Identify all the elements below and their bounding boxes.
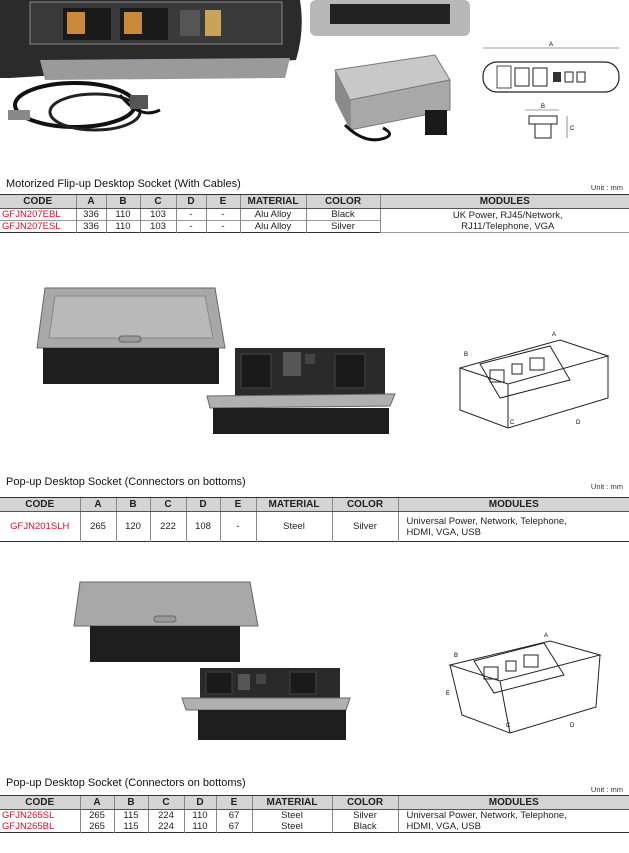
section1-spec-table (0, 194, 629, 233)
dim-b: 115 (114, 821, 148, 833)
section2-spec-table (0, 497, 629, 542)
table-row (0, 512, 629, 542)
popup-socket-open-photo (205, 346, 405, 436)
dim-a: 265 (80, 512, 116, 542)
color: Silver (332, 810, 398, 822)
motorized-socket-dimension-diagram (477, 40, 627, 150)
modules-line-1: Universal Power, Network, Telephone, (406, 515, 567, 527)
modules-line-2: HDMI, VGA, USB (406, 526, 481, 538)
color: Black (332, 821, 398, 833)
col-b: B (116, 498, 150, 512)
dim-label-d: D (570, 723, 575, 729)
col-color: COLOR (332, 498, 398, 512)
dim-c: 224 (148, 810, 184, 822)
col-code: CODE (0, 498, 80, 512)
section1-images (0, 0, 629, 175)
modules (380, 209, 629, 233)
col-modules: MODULES (398, 796, 629, 810)
dim-label-b: B (541, 104, 546, 110)
col-code: CODE (0, 796, 80, 810)
section2-images (0, 280, 629, 440)
dim-label-a: A (549, 42, 554, 48)
product-code: GFJN265BL (2, 821, 55, 832)
col-a: A (76, 195, 106, 209)
modules-line-2: HDMI, VGA, USB (406, 821, 481, 832)
section3-title: Pop-up Desktop Socket (Connectors on bottoms) (6, 777, 246, 789)
table-header-row (0, 796, 629, 810)
socket-top-view-photo (305, 0, 475, 40)
material: Steel (252, 810, 332, 822)
col-c: C (148, 796, 184, 810)
color: Silver (306, 221, 380, 233)
col-b: B (106, 195, 140, 209)
table-row (0, 810, 629, 822)
color: Black (306, 209, 380, 221)
dim-e: - (206, 221, 240, 233)
col-c: C (140, 195, 176, 209)
dim-b: 110 (106, 209, 140, 221)
dim-label-e: E (446, 691, 451, 697)
col-color: COLOR (306, 195, 380, 209)
product-code: GFJN201SLH (10, 521, 70, 532)
col-a: A (80, 498, 116, 512)
col-material: MATERIAL (256, 498, 332, 512)
dim-a: 336 (76, 209, 106, 221)
dim-label-c: C (570, 126, 575, 132)
section2-unit: Unit : mm (590, 482, 623, 491)
dim-b: 115 (114, 810, 148, 822)
dim-a: 265 (80, 810, 114, 822)
table-header-row (0, 498, 629, 512)
dim-label-b: B (454, 653, 459, 659)
dim-a: 336 (76, 221, 106, 233)
dim-c: 224 (148, 821, 184, 833)
section1-title: Motorized Flip-up Desktop Socket (With Cables) (6, 178, 241, 190)
col-material: MATERIAL (252, 796, 332, 810)
col-d: D (184, 796, 216, 810)
dim-d: 108 (186, 512, 220, 542)
col-color: COLOR (332, 796, 398, 810)
popup-socket-201-diagram (440, 320, 620, 430)
modules (398, 512, 629, 542)
dim-d: - (176, 221, 206, 233)
dim-e: - (206, 209, 240, 221)
popup-socket-265-open-photo (180, 660, 360, 750)
dim-c: 103 (140, 209, 176, 221)
table-header-row (0, 195, 629, 209)
modules-line-1: UK Power, RJ45/Network, (452, 209, 563, 221)
dim-label-a: A (544, 633, 549, 639)
product-code: GFJN207ESL (2, 221, 61, 232)
col-a: A (80, 796, 114, 810)
dim-label-d: D (576, 420, 581, 426)
modules (398, 810, 629, 833)
dim-d: 110 (184, 810, 216, 822)
col-modules: MODULES (398, 498, 629, 512)
col-d: D (176, 195, 206, 209)
col-e: E (216, 796, 252, 810)
material: Alu Alloy (240, 221, 306, 233)
dim-d: 110 (184, 821, 216, 833)
dim-b: 120 (116, 512, 150, 542)
section3-unit: Unit : mm (590, 785, 623, 794)
dim-e: - (220, 512, 256, 542)
dim-label-b: B (464, 352, 469, 358)
socket-flipped-photo (325, 50, 465, 150)
col-e: E (206, 195, 240, 209)
motorized-socket-photo (0, 0, 305, 145)
popup-socket-265-closed-photo (70, 580, 270, 670)
table-row (0, 209, 629, 221)
col-modules: MODULES (380, 195, 629, 209)
col-d: D (186, 498, 220, 512)
modules-line-1: Universal Power, Network, Telephone, (406, 810, 567, 821)
dim-a: 265 (80, 821, 114, 833)
col-b: B (114, 796, 148, 810)
product-code: GFJN207EBL (0, 209, 76, 221)
col-c: C (150, 498, 186, 512)
dim-label-c: C (510, 420, 515, 426)
color: Silver (332, 512, 398, 542)
section1-unit: Unit : mm (590, 183, 623, 192)
section3-spec-table (0, 795, 629, 833)
material: Steel (252, 821, 332, 833)
dim-e: 67 (216, 810, 252, 822)
dim-b: 110 (106, 221, 140, 233)
popup-socket-265-diagram (440, 615, 620, 805)
modules-line-2: RJ11/Telephone, VGA (461, 220, 555, 232)
dim-d: - (176, 209, 206, 221)
section2-title: Pop-up Desktop Socket (Connectors on bottoms) (6, 476, 246, 488)
dim-e: 67 (216, 821, 252, 833)
col-material: MATERIAL (240, 195, 306, 209)
col-e: E (220, 498, 256, 512)
col-code: CODE (0, 195, 76, 209)
section3-images (0, 575, 629, 750)
material: Alu Alloy (240, 209, 306, 221)
material: Steel (256, 512, 332, 542)
dim-c: 222 (150, 512, 186, 542)
dim-label-a: A (552, 332, 557, 338)
dim-c: 103 (140, 221, 176, 233)
product-code: GFJN265SL (2, 810, 55, 821)
dim-label-c: C (506, 723, 511, 729)
